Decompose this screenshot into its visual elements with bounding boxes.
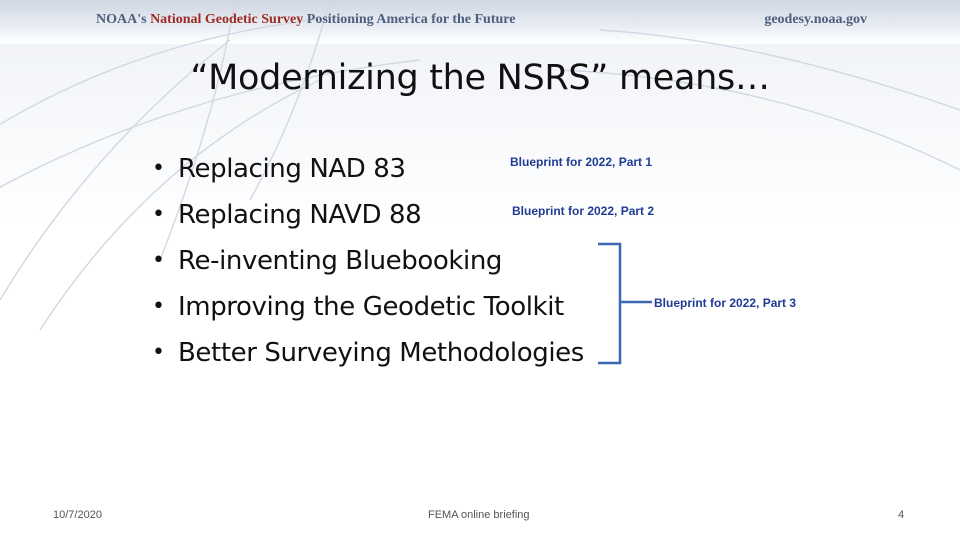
bullet-marker: •	[152, 294, 165, 319]
bullet-marker: •	[152, 248, 165, 273]
bullet-text: Improving the Geodetic Toolkit	[178, 292, 564, 322]
bullet-text: Re-inventing Bluebooking	[178, 246, 503, 276]
website-label: geodesy.noaa.gov	[764, 12, 867, 27]
footer-center-text: FEMA online briefing	[428, 509, 530, 521]
footer-page-number: 4	[898, 509, 905, 521]
ngs-label: National Geodetic Survey	[150, 12, 304, 27]
bullet-text: Better Surveying Methodologies	[178, 338, 584, 368]
header-banner	[0, 0, 960, 44]
bullet-marker: •	[152, 202, 165, 227]
blueprint-part1-note: Blueprint for 2022, Part 1	[510, 155, 653, 169]
slide-title: “Modernizing the NSRS” means…	[190, 58, 770, 98]
bullet-text: Replacing NAVD 88	[178, 200, 422, 230]
bullet-marker: •	[152, 340, 165, 365]
footer-date: 10/7/2020	[53, 509, 102, 521]
bullet-marker: •	[152, 156, 165, 181]
bullet-text: Replacing NAD 83	[178, 154, 406, 184]
organization-banner-text	[96, 12, 515, 28]
tagline-label: Positioning America for the Future	[306, 12, 516, 27]
blueprint-part2-note: Blueprint for 2022, Part 2	[512, 204, 655, 218]
blueprint-part3-note: Blueprint for 2022, Part 3	[654, 296, 797, 310]
noaa-label: NOAA's	[96, 12, 147, 27]
